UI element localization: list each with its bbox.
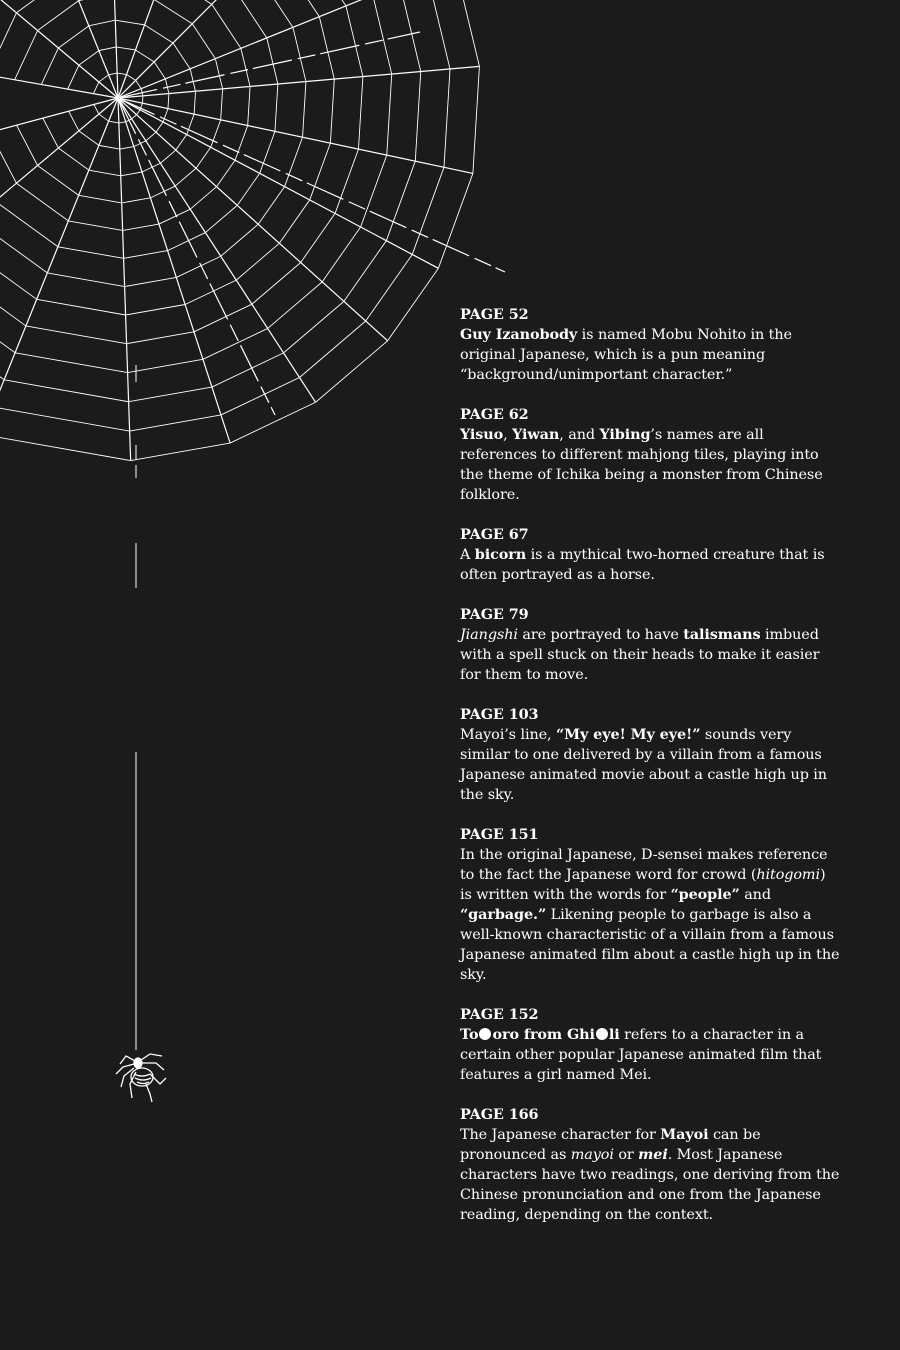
web-ring (15, 31, 38, 80)
web-ring (215, 59, 222, 89)
web-radial (118, 98, 316, 402)
note-text-segment: Likening people to garbage is also a well-known characteristic of a villain from a famous Japanese animated film about a castle high up in the sky. (460, 907, 840, 983)
web-ring (0, 219, 47, 273)
web-radial (118, 66, 479, 98)
web-ring (154, 0, 192, 24)
web-ring (231, 0, 266, 38)
web-ring (173, 43, 190, 69)
note-text-segment: “My eye! My eye!” (555, 726, 701, 743)
web-ring (185, 280, 236, 304)
web-radial (118, 98, 131, 461)
web-ring (93, 82, 98, 94)
web-ring (427, 0, 450, 69)
redaction-dot-icon (596, 1028, 608, 1040)
note-item (460, 1005, 840, 1085)
web-ring (135, 50, 154, 62)
web-ring (68, 221, 122, 231)
web-ring (251, 0, 293, 27)
web-ring (217, 160, 236, 186)
web-ring (16, 183, 68, 221)
note-text-segment: A (460, 547, 475, 563)
web-ring (292, 0, 346, 6)
note-text-segment: is a mythical two-horned creature that is often portrayed as a horse. (460, 547, 825, 583)
web-ring (89, 170, 121, 176)
web-ring (109, 73, 117, 75)
web-ring (156, 122, 163, 132)
web-ring (99, 47, 116, 51)
web-ring (121, 172, 142, 176)
web-radial (118, 0, 375, 98)
web-ring (203, 328, 268, 359)
note-text-segment: li (608, 1026, 620, 1043)
web-ring (319, 17, 334, 79)
web-ring (284, 301, 344, 353)
note-body (460, 625, 840, 685)
web-ring (38, 1, 79, 31)
web-ring (4, 380, 128, 402)
web-ring (99, 145, 120, 149)
web-ring (109, 121, 119, 123)
note-text-segment: “people” (670, 886, 740, 903)
web-ring (316, 341, 388, 403)
note-text-segment: bicorn (474, 546, 527, 563)
note-text-segment: are portrayed to have (517, 627, 684, 643)
web-ring (335, 149, 358, 213)
web-ring (26, 326, 127, 344)
note-heading: PAGE 52 (460, 306, 529, 323)
note-body (460, 725, 840, 805)
note-text-segment: Guy Izanobody (460, 326, 578, 343)
web-ring (123, 224, 159, 230)
note-text-segment: Yibing (599, 426, 651, 443)
web-ring (444, 69, 450, 167)
web-ring (310, 143, 331, 200)
web-ring (145, 25, 173, 43)
note-item (460, 705, 840, 805)
redaction-dot-icon (479, 1028, 491, 1040)
note-heading: PAGE 79 (460, 606, 529, 623)
note-heading: PAGE 67 (460, 526, 529, 543)
web-ring (99, 75, 109, 82)
web-ring (79, 131, 99, 146)
note-text-segment: The Japanese character for (460, 1127, 661, 1143)
note-body (460, 425, 840, 505)
web-ring (196, 147, 211, 168)
web-ring (128, 359, 203, 372)
web-ring (415, 72, 420, 162)
web-ring (303, 82, 306, 138)
web-anchor-strand (118, 98, 275, 415)
spider-icon (116, 1054, 166, 1102)
note-text-segment: Mayoi (660, 1126, 709, 1143)
note-item (460, 525, 840, 585)
web-ring (412, 167, 444, 254)
note-text-segment: mei (638, 1146, 668, 1163)
web-ring (126, 305, 186, 315)
web-ring (387, 74, 392, 155)
web-ring (136, 80, 142, 88)
web-ring (38, 165, 79, 195)
web-ring (115, 20, 144, 25)
note-item (460, 825, 840, 985)
web-ring (192, 24, 215, 59)
note-heading: PAGE 166 (460, 1106, 539, 1123)
web-ring (386, 161, 415, 240)
web-ring (237, 173, 259, 205)
note-text-segment: Yisuo (460, 426, 504, 443)
note-text-segment: and (739, 887, 771, 903)
web-ring (258, 187, 284, 225)
web-ring (190, 69, 195, 91)
web-anchor-strand (118, 32, 420, 98)
web-ring (275, 84, 278, 131)
note-body (460, 1025, 840, 1085)
web-radial (118, 98, 473, 173)
web-ring (272, 0, 320, 17)
web-ring (366, 254, 413, 321)
web-ring (0, 132, 16, 183)
web-ring (176, 135, 187, 151)
web-ring (361, 155, 387, 227)
web-ring (236, 243, 279, 280)
web-ring (241, 48, 250, 86)
web-ring (0, 13, 16, 75)
web-ring (211, 120, 221, 147)
note-text-segment: . Most Japanese characters have two readings, one deriving from the Chinese pronunciation and one from the Japanese reading, depending on the context. (460, 1147, 840, 1223)
note-text-segment: imbued with a spell stuck on their heads to make it easier for them to move. (460, 627, 820, 683)
note-text-segment: To (460, 1026, 479, 1043)
web-ring (99, 114, 109, 121)
note-text-segment: ) is written with the words for (460, 867, 826, 903)
web-ring (301, 213, 335, 262)
web-ring (130, 415, 221, 431)
web-ring (330, 79, 334, 143)
web-ring (0, 201, 58, 247)
note-text-segment: Yiwan (512, 426, 560, 443)
note-body (460, 545, 840, 585)
web-ring (168, 94, 169, 109)
note-text-segment: , and (559, 427, 600, 443)
web-ring (160, 150, 175, 163)
web-ring (58, 26, 88, 48)
web-ring (124, 251, 168, 259)
web-ring (279, 200, 309, 243)
web-ring (176, 256, 220, 277)
web-ring (322, 227, 360, 282)
web-ring (344, 241, 386, 302)
web-ring (79, 195, 122, 203)
web-ring (15, 353, 128, 373)
web-ring (175, 168, 196, 186)
note-text-segment: oro from Ghi (492, 1026, 595, 1043)
note-text-segment: , (503, 427, 513, 443)
note-text-segment: mayoi (570, 1147, 614, 1163)
web-ring (358, 77, 362, 150)
note-text-segment: In the original Japanese, D-sensei makes reference to the fact the Japanese word for crowd ( (460, 847, 828, 883)
note-text-segment: is named Mobu Nohito in the original Japanese, which is a pun meaning “background/unimportant character.” (460, 327, 792, 383)
translation-notes (460, 305, 840, 1245)
web-ring (0, 256, 26, 326)
web-ring (190, 187, 216, 209)
web-ring (41, 48, 58, 85)
web-ring (119, 122, 126, 123)
web-ring (346, 6, 363, 77)
note-text-segment: Jiangshi (460, 627, 518, 643)
web-ring (146, 132, 156, 141)
web-ring (94, 104, 99, 114)
web-ring (129, 387, 212, 402)
note-heading: PAGE 152 (460, 1006, 539, 1023)
web-ring (252, 262, 301, 304)
web-ring (79, 51, 99, 66)
web-ring (132, 115, 137, 119)
note-item (460, 1105, 840, 1225)
web-ring (68, 65, 79, 89)
web-ring (122, 198, 151, 203)
note-item (460, 405, 840, 505)
web-ring (300, 321, 366, 378)
web-ring (0, 275, 15, 353)
note-body (460, 845, 840, 985)
web-ring (194, 91, 195, 114)
note-body (460, 325, 840, 385)
note-text-segment: hitogomi (756, 867, 820, 883)
note-text-segment: can be pronounced as (460, 1127, 761, 1163)
web-ring (79, 0, 115, 1)
web-ring (120, 147, 134, 149)
web-ring (43, 118, 59, 148)
web-ring (17, 125, 38, 165)
web-ring (454, 0, 479, 66)
web-ring (221, 89, 223, 120)
web-radial (118, 0, 242, 98)
web-ring (69, 111, 79, 131)
note-body (460, 1125, 840, 1225)
note-text-segment: sounds very similar to one delivered by a villain from a famous Japanese animated movie about a castle high up in the sky. (460, 727, 827, 803)
note-text-segment: “garbage.” (460, 906, 547, 923)
web-ring (89, 20, 115, 26)
web-ring (248, 86, 250, 125)
note-text-segment: refers to a character in a certain other popular Japanese animated film that features a girl named Mei. (460, 1027, 822, 1083)
web-ring (221, 378, 300, 415)
web-ring (0, 434, 131, 460)
web-ring (293, 27, 306, 81)
web-radial (118, 98, 230, 443)
web-ring (47, 273, 124, 287)
note-text-segment: or (613, 1147, 639, 1163)
web-ring (154, 62, 165, 79)
web-ring (0, 293, 4, 379)
web-ring (165, 79, 169, 94)
web-ring (137, 110, 140, 115)
web-ring (127, 75, 136, 81)
web-ring (373, 0, 392, 74)
web-ring (221, 224, 258, 256)
note-item (460, 305, 840, 385)
web-ring (212, 4, 241, 48)
web-ring (37, 299, 126, 315)
web-ring (473, 66, 480, 173)
note-heading: PAGE 62 (460, 406, 529, 423)
web-ring (58, 148, 88, 170)
web-ring (16, 0, 68, 13)
web-ring (205, 205, 237, 232)
web-ring (125, 277, 177, 286)
web-radial (0, 35, 118, 98)
note-text-segment: Mayoi’s line, (460, 727, 556, 743)
spider-web (0, 0, 505, 461)
note-heading: PAGE 151 (460, 826, 539, 843)
note-text-segment: talismans (683, 626, 761, 643)
web-ring (0, 238, 37, 300)
web-ring (194, 304, 252, 332)
web-ring (58, 247, 124, 259)
note-item (460, 605, 840, 685)
web-ring (438, 173, 473, 268)
web-ring (131, 443, 230, 461)
web-ring (267, 38, 278, 84)
note-text-segment: ’s names are all references to different mahjong tiles, playing into the theme of Ichika being a monster from Chinese folklore. (460, 427, 823, 503)
web-ring (0, 407, 130, 431)
web-ring (230, 402, 315, 443)
web-ring (127, 332, 194, 344)
web-ring (117, 73, 126, 74)
web-ring (212, 353, 284, 387)
note-heading: PAGE 103 (460, 706, 539, 723)
web-ring (116, 47, 135, 50)
web-ring (268, 282, 323, 329)
web-ring (163, 0, 211, 4)
